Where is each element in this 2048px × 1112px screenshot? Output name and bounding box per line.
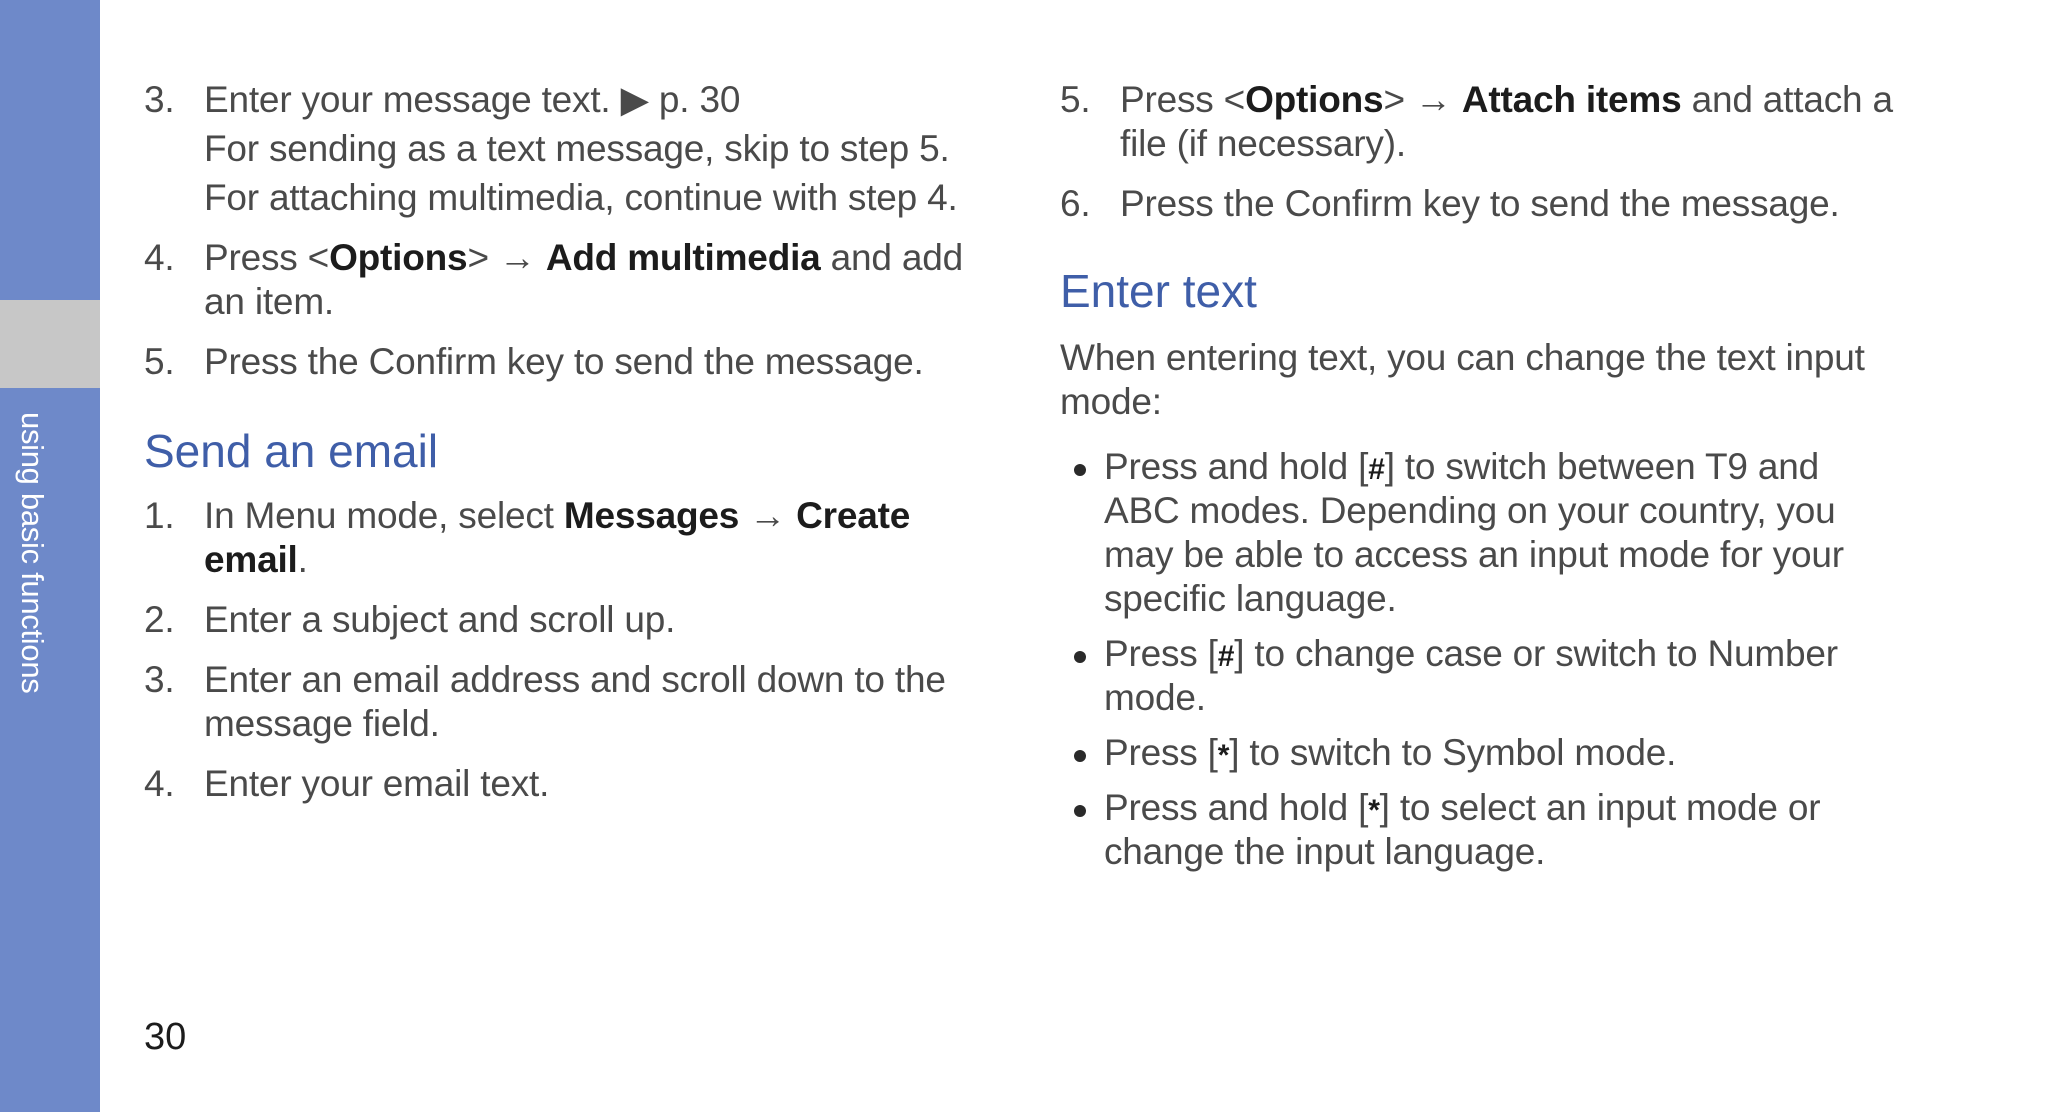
page-number: 30 bbox=[144, 1016, 187, 1058]
step-text: For sending as a text message, skip to step 5. bbox=[204, 128, 950, 169]
hash-key-icon: # bbox=[1217, 640, 1235, 673]
intro-text: mode: bbox=[1060, 381, 1162, 422]
bullet-dot bbox=[1074, 750, 1086, 762]
bullet-text: Press [#] to change case or switch to Number bbox=[1104, 632, 1838, 679]
step-text: Press <Options> → Attach items and attach a bbox=[1120, 79, 1893, 120]
bullet-text: may be able to access an input mode for your bbox=[1104, 534, 1844, 575]
step-text: Press the Confirm key to send the message. bbox=[1120, 183, 1840, 224]
bullet-text: mode. bbox=[1104, 677, 1206, 718]
step-text: Enter an email address and scroll down to the bbox=[204, 659, 946, 700]
intro-text: When entering text, you can change the text input bbox=[1060, 337, 1865, 378]
hash-key-icon: # bbox=[1368, 453, 1385, 486]
section-heading-enter-text: Enter text bbox=[1060, 265, 1257, 317]
step-number: 3. bbox=[144, 79, 175, 120]
section-heading-send-email: Send an email bbox=[144, 425, 439, 477]
step-number: 4. bbox=[144, 237, 175, 278]
step-number: 2. bbox=[144, 599, 175, 640]
bullet-dot bbox=[1074, 464, 1086, 476]
bullet-text: Press [*] to switch to Symbol mode. bbox=[1104, 731, 1676, 778]
bullet-text: change the input language. bbox=[1104, 831, 1546, 872]
step-number: 5. bbox=[1060, 79, 1091, 120]
bullet-text: Press and hold [*] to select an input mode or bbox=[1104, 786, 1820, 833]
step-text: Enter your email text. bbox=[204, 763, 550, 804]
step-number: 4. bbox=[144, 763, 175, 804]
step-text: Press the Confirm key to send the message. bbox=[204, 341, 924, 382]
star-key-icon: * bbox=[1368, 794, 1380, 827]
section-tab-marker bbox=[0, 300, 100, 388]
step-text: Enter your message text. ▶ p. 30 bbox=[204, 79, 741, 120]
step-text: an item. bbox=[204, 281, 335, 322]
step-number: 6. bbox=[1060, 183, 1091, 224]
bullet-text: specific language. bbox=[1104, 578, 1397, 619]
step-text: file (if necessary). bbox=[1120, 123, 1406, 164]
step-number: 5. bbox=[144, 341, 175, 382]
step-number: 3. bbox=[144, 659, 175, 700]
bullet-text: Press and hold [#] to switch between T9 and bbox=[1104, 445, 1819, 492]
sidebar-band bbox=[0, 0, 100, 1112]
step-text: Press <Options> → Add multimedia and add bbox=[204, 237, 963, 278]
step-text: For attaching multimedia, continue with step 4. bbox=[204, 177, 958, 218]
star-key-icon: * bbox=[1217, 739, 1230, 772]
bullet-dot bbox=[1074, 651, 1086, 663]
bullet-text: ABC modes. Depending on your country, you bbox=[1104, 490, 1836, 531]
step-text: Enter a subject and scroll up. bbox=[204, 599, 676, 640]
step-text: message field. bbox=[204, 703, 440, 744]
bullet-dot bbox=[1074, 805, 1086, 817]
step-text: In Menu mode, select Messages → Create bbox=[204, 495, 911, 536]
step-text: email. bbox=[204, 539, 308, 580]
section-label: using basic functions bbox=[15, 412, 50, 694]
step-number: 1. bbox=[144, 495, 175, 536]
